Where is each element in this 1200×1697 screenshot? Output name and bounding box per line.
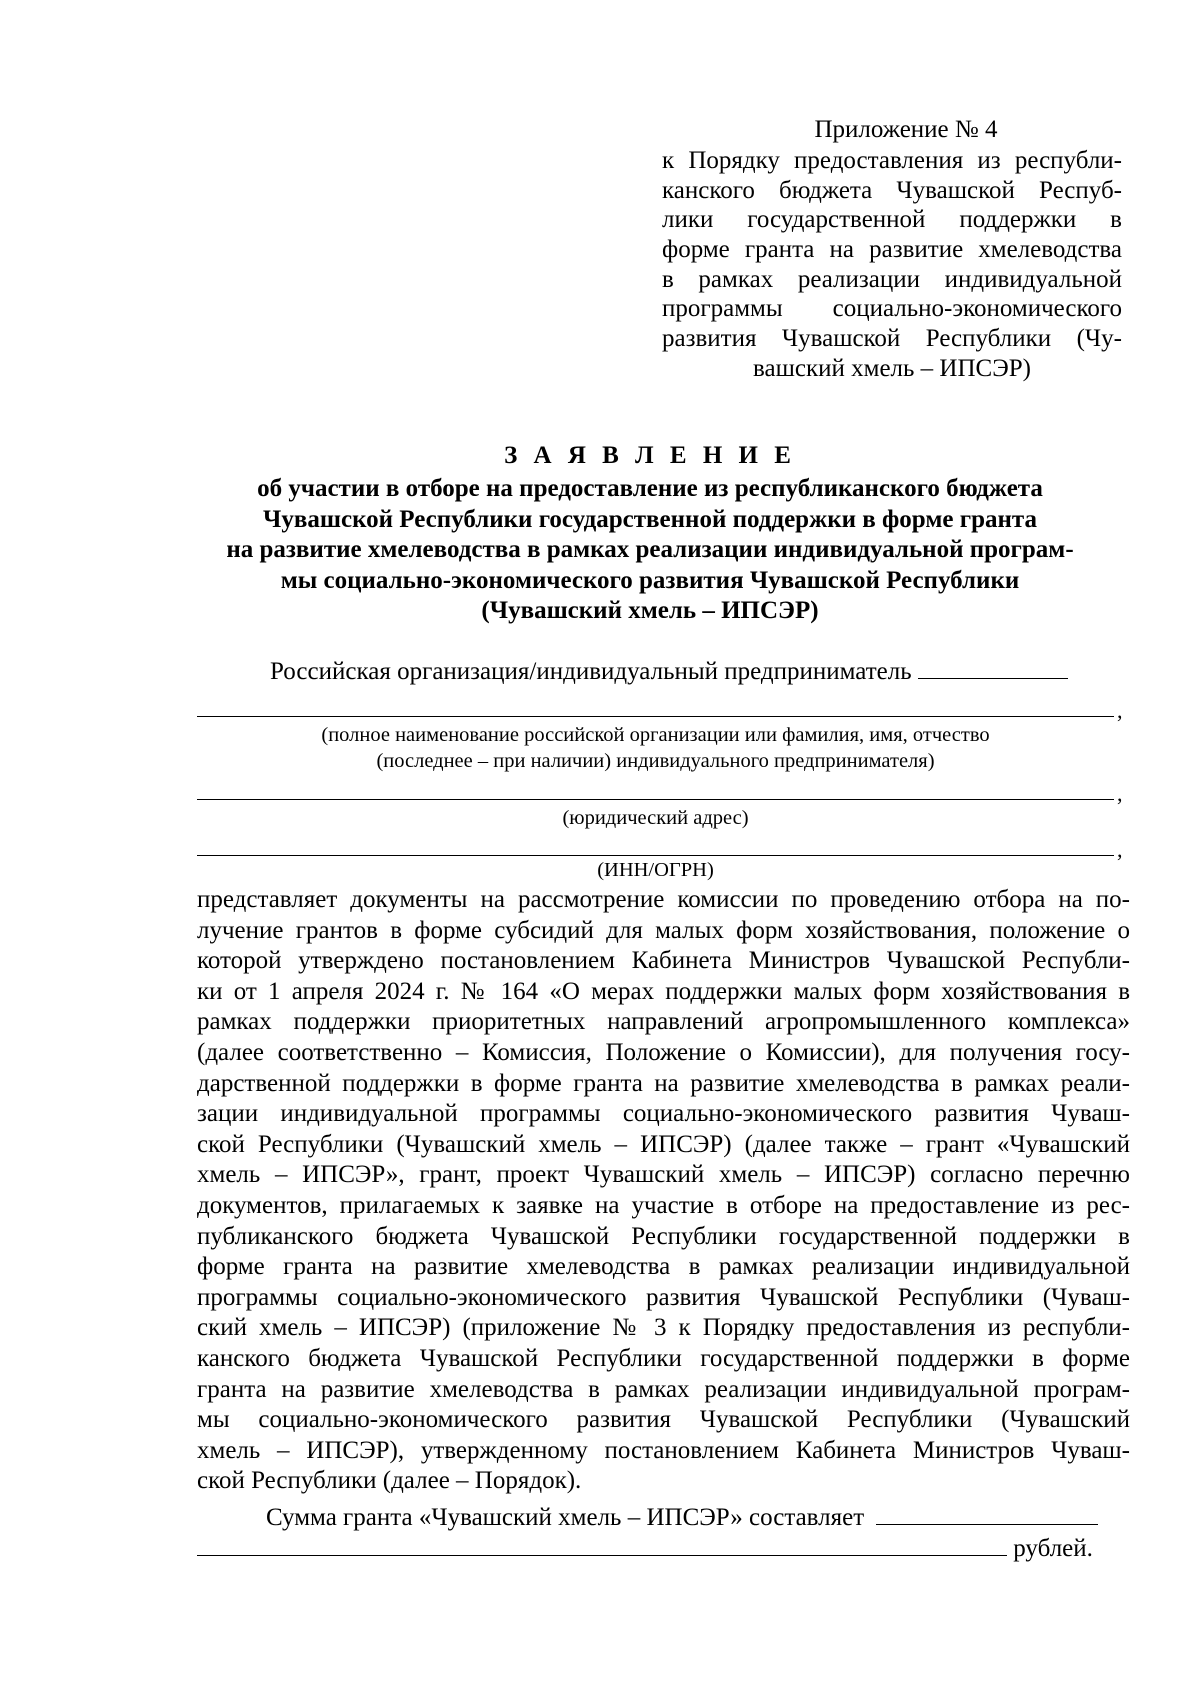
appendix-line: вашский хмель – ИПСЭР) (753, 354, 1031, 382)
org-field-row (270, 654, 1125, 688)
inn-comma: , (1117, 837, 1123, 862)
appendix-line: к Порядку предоставления из республи- (662, 147, 1122, 174)
document-heading (150, 438, 1150, 627)
body-line: гранта на развитие хмелеводства в рамках реализации индивидуальной програм- (197, 1375, 1130, 1403)
grant-sum-blank[interactable] (876, 1500, 1098, 1525)
body-line: публиканского бюджета Чувашской Республики государственной поддержки в (197, 1222, 1130, 1250)
heading-line: об участии в отборе на предоставление из республиканского бюджета (257, 475, 1043, 502)
body-line: которой утверждено постановлением Кабинета Министров Чувашской Республи- (197, 947, 1130, 975)
body-line: представляет документы на рассмотрение комиссии по проведению отбора на по- (197, 886, 1130, 913)
body-line: форме гранта на развитие хмелеводства в рамках реализации индивидуальной (197, 1253, 1130, 1281)
heading-line: на развитие хмелеводства в рамках реализации индивидуальной програм- (226, 536, 1074, 564)
heading-line: мы социально-экономического развития Чувашской Республики (280, 566, 1020, 594)
inn-caption: (ИНН/ОГРН) (597, 859, 714, 881)
org-blank[interactable] (918, 654, 1068, 679)
body-line: лучение грантов в форме субсидий для малых форм хозяйствования, положение о (197, 916, 1130, 944)
body-line: канского бюджета Чувашской Республики государственной поддержки в форме (197, 1344, 1130, 1372)
document-title: З А Я В Л Е Н И Е (504, 442, 796, 469)
body-line: рамках поддержки приоритетных направлений агропромышленного комплекса» (197, 1008, 1130, 1036)
address-blank-line[interactable] (197, 799, 1114, 800)
grant-sum-label: Сумма гранта «Чувашский хмель – ИПСЭР» составляет (266, 1504, 865, 1531)
body-line: ки от 1 апреля 2024 г. № 164 «О мерах поддержки малых форм хозяйствования в (197, 977, 1130, 1005)
appendix-line: канского бюджета Чувашской Респуб- (662, 176, 1122, 204)
body-line: документов, прилагаемых к заявке на участие в отборе на предоставление из рес- (197, 1191, 1130, 1219)
grant-sum-rubles-row (197, 1531, 1107, 1565)
body-line: программы социально-экономического развития Чувашской Республики (Чуваш- (197, 1283, 1130, 1311)
org-label: Российская организация/индивидуальный предприниматель (270, 658, 912, 685)
body-line: (далее соответственно – Комиссия, Положение о Комиссии), для получения госу- (197, 1038, 1130, 1066)
body-line: ской Республики (Чувашский хмель – ИПСЭР) (далее также – грант «Чувашский (197, 1130, 1130, 1158)
appendix-line: лики государственной поддержки в (662, 206, 1122, 234)
name-comma: , (1117, 698, 1123, 723)
appendix-block (662, 115, 1122, 384)
name-caption-1: (полное наименование российской организации или фамилия, имя, отчество (321, 724, 990, 746)
body-line: ской Республики (далее – Порядок). (197, 1467, 582, 1495)
grant-sum-amount-blank[interactable] (197, 1531, 1007, 1556)
name-caption-2: (последнее – при наличии) индивидуального предпринимателя) (376, 750, 935, 772)
address-comma: , (1117, 781, 1123, 806)
body-line: хмель – ИПСЭР», грант, проект Чувашский хмель – ИПСЭР) согласно перечню (197, 1161, 1130, 1189)
body-line: мы социально-экономического развития Чувашской Республики (Чувашский (197, 1406, 1130, 1434)
appendix-line: программы социально-экономического (662, 295, 1122, 323)
appendix-line: форме гранта на развитие хмелеводства (662, 236, 1122, 264)
grant-sum-row (266, 1500, 1098, 1534)
body-paragraph (197, 885, 1130, 1497)
name-blank-line[interactable] (197, 716, 1114, 717)
body-line: хмель – ИПСЭР), утвержденному постановлением Кабинета Министров Чуваш- (197, 1436, 1130, 1464)
body-line: ский хмель – ИПСЭР) (приложение № 3 к Порядку предоставления из республи- (197, 1314, 1130, 1342)
body-line: зации индивидуальной программы социально-экономического развития Чуваш- (197, 1100, 1130, 1128)
appendix-line: в рамках реализации индивидуальной (662, 265, 1122, 293)
appendix-line: развития Чувашской Республики (Чу- (662, 325, 1122, 353)
heading-line: Чувашской Республики государственной поддержки в форме гранта (263, 505, 1037, 533)
body-line: дарственной поддержки в форме гранта на развитие хмелеводства в рамках реали- (197, 1069, 1130, 1097)
heading-line: (Чувашский хмель – ИПСЭР) (481, 597, 819, 625)
rubles-label: рублей. (1013, 1535, 1093, 1562)
address-caption: (юридический адрес) (562, 807, 749, 829)
appendix-title: Приложение № 4 (814, 116, 998, 143)
